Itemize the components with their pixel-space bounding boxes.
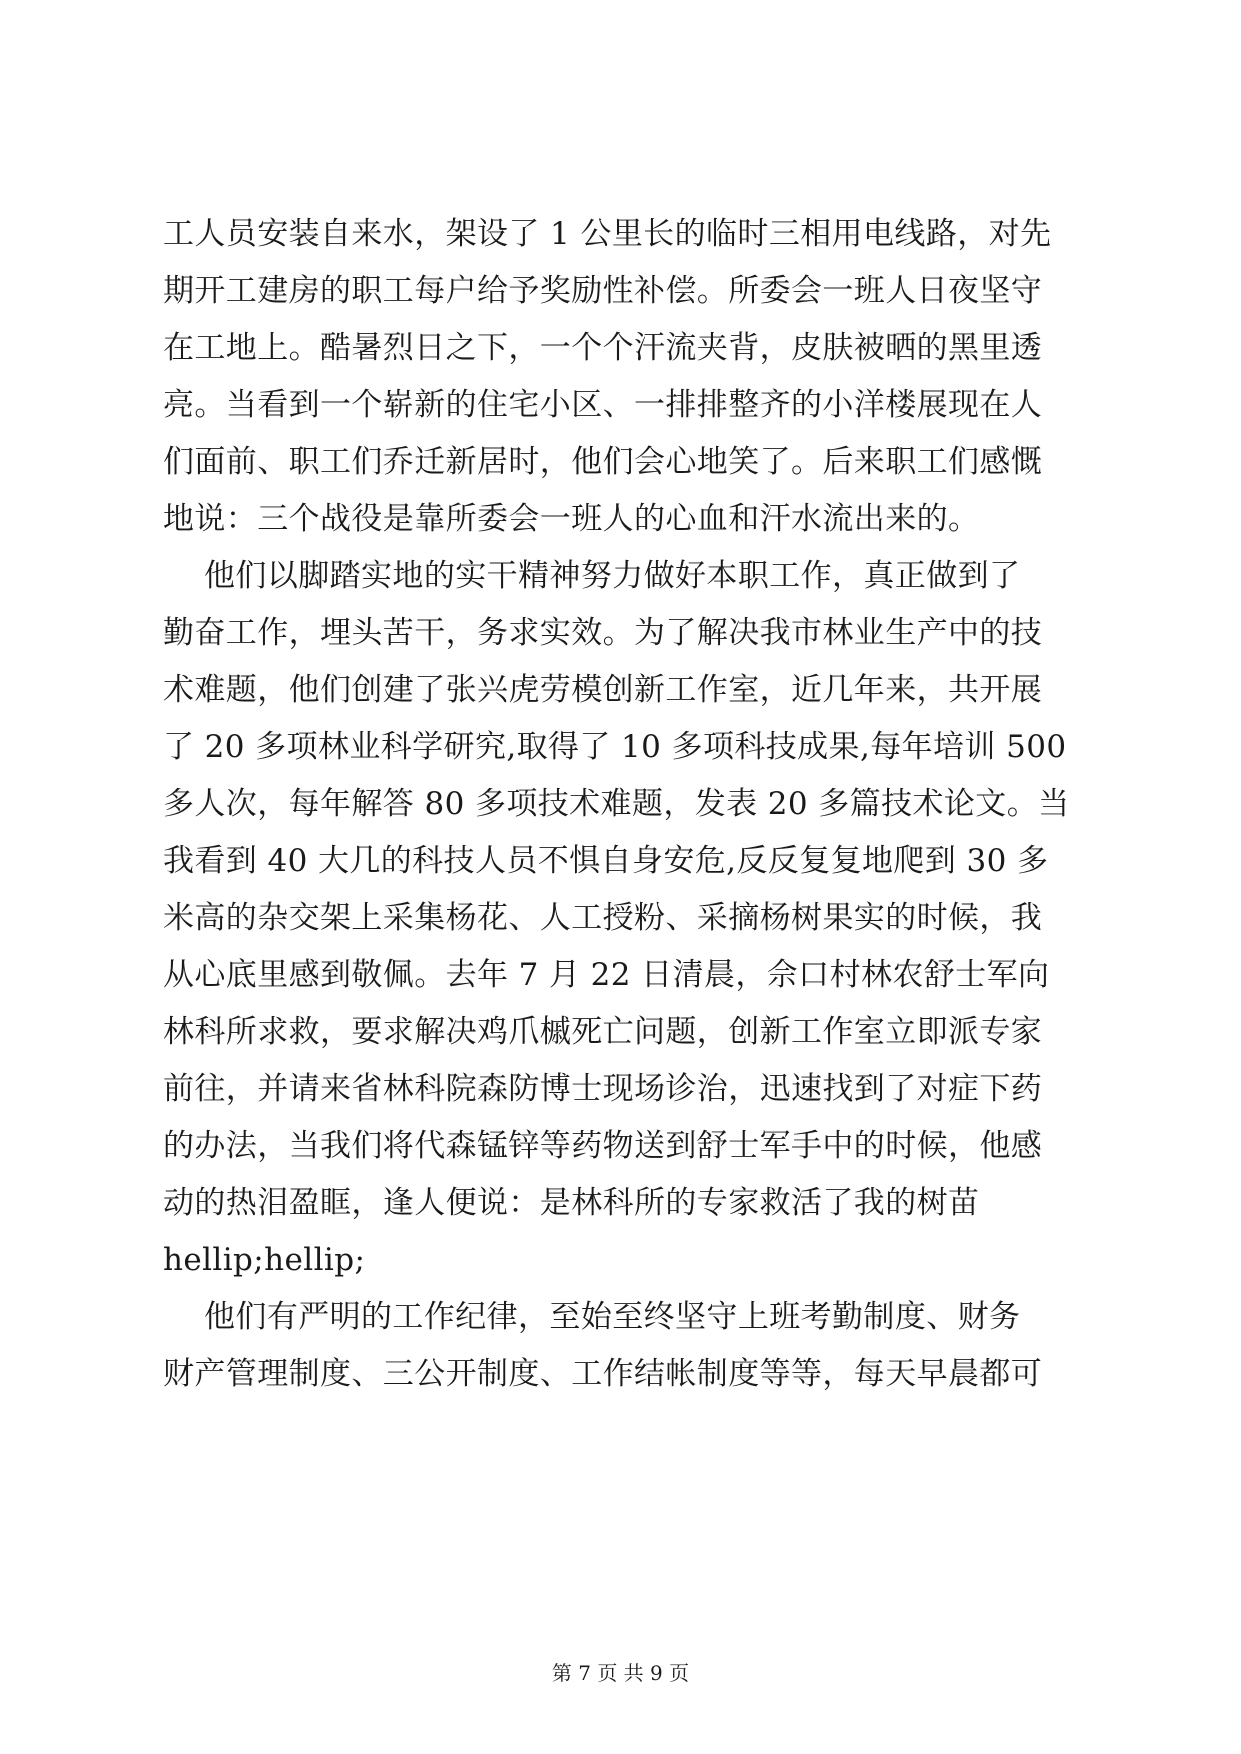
text-line: 在工地上。酷暑烈日之下，一个个汗流夹背，皮肤被晒的黑里透	[163, 330, 1043, 366]
text-line: 的办法，当我们将代森锰锌等药物送到舒士军手中的时候，他感	[163, 1128, 1043, 1164]
page-number: 第 7 页 共 9 页	[551, 1661, 690, 1685]
text-line: 了 20 多项林业科学研究,取得了 10 多项科技成果,每年培训 500	[163, 729, 1067, 765]
text-line: 我看到 40 大几的科技人员不惧自身安危,反反复复地爬到 30 多	[163, 843, 1049, 879]
text-line: 期开工建房的职工每户给予奖励性补偿。所委会一班人日夜坚守	[163, 273, 1043, 309]
text-line: hellip;hellip;	[163, 1242, 366, 1278]
text-line: 从心底里感到敬佩。去年 7 月 22 日清晨，佘口村林农舒士军向	[163, 957, 1050, 993]
text-line: 动的热泪盈眶，逢人便说：是林科所的专家救活了我的树苗	[163, 1185, 980, 1221]
text-line: 勤奋工作，埋头苦干，务求实效。为了解决我市林业生产中的技	[163, 615, 1043, 651]
text-line: 他们以脚踏实地的实干精神努力做好本职工作，真正做到了	[163, 558, 1021, 594]
text-line: 林科所求救，要求解决鸡爪槭死亡问题，创新工作室立即派专家	[163, 1014, 1043, 1050]
text-line: 术难题，他们创建了张兴虎劳模创新工作室，近几年来，共开展	[163, 672, 1043, 708]
text-line: 他们有严明的工作纪律，至始至终坚守上班考勤制度、财务	[163, 1299, 1021, 1335]
text-line: 们面前、职工们乔迁新居时，他们会心地笑了。后来职工们感慨	[163, 444, 1043, 480]
text-line: 地说：三个战役是靠所委会一班人的心血和汗水流出来的。	[163, 501, 980, 537]
text-line: 米高的杂交架上采集杨花、人工授粉、采摘杨树果实的时候，我	[163, 900, 1043, 936]
text-line: 亮。当看到一个崭新的住宅小区、一排排整齐的小洋楼展现在人	[163, 387, 1043, 423]
text-line: 财产管理制度、三公开制度、工作结帐制度等等，每天早晨都可	[163, 1356, 1043, 1392]
text-line: 工人员安装自来水，架设了 1 公里长的临时三相用电线路，对先	[163, 216, 1052, 252]
text-line: 多人次，每年解答 80 多项技术难题，发表 20 多篇技术论文。当	[163, 786, 1070, 822]
text-line: 前往，并请来省林科院森防博士现场诊治，迅速找到了对症下药	[163, 1071, 1043, 1107]
